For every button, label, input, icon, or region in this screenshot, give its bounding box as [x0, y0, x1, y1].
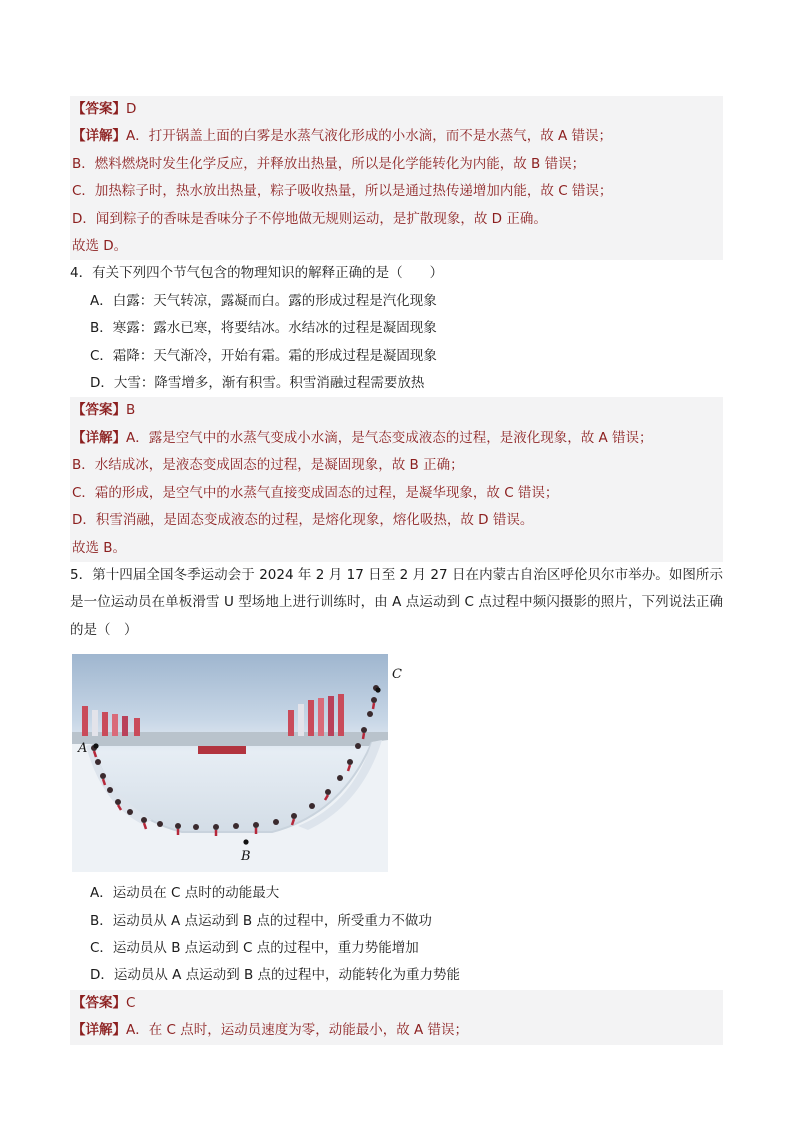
- q4-stem: 4．有关下列四个节气包含的物理知识的解释正确的是（ ）: [70, 265, 444, 282]
- q3-detail-line: [70, 123, 723, 150]
- detail-text: A．露是空气中的水蒸气变成小水滴，是气态变成液态的过程，是液化现象，故 A 错误；: [126, 429, 653, 446]
- q5-detail-line: [70, 1017, 723, 1044]
- point-a-label: A: [78, 741, 88, 757]
- q4-option-c: C．霜降：天气渐冷，开始有霜。霜的形成过程是凝固现象: [90, 347, 437, 364]
- q4-answer-line: [70, 397, 723, 424]
- q4-option-d: D．大雪：降雪增多，渐有积雪。积雪消融过程需要放热: [90, 375, 425, 392]
- q3-answer-line: [70, 96, 723, 123]
- q3-conclusion: 故选 D。: [70, 233, 723, 260]
- point-a-marker: [93, 744, 98, 749]
- point-b-marker: [243, 840, 248, 845]
- detail-tag: 【详解】: [72, 429, 126, 446]
- point-b-label: B: [241, 849, 251, 865]
- point-c-label: C: [392, 667, 402, 682]
- q4-option-b: B．寒露：露水已寒，将要结冰。水结冰的过程是凝固现象: [90, 320, 437, 337]
- q5-answer-line: [70, 990, 723, 1017]
- q5-stem: 5．第十四届全国冬季运动会于 2024 年 2 月 17 日至 2 月 27 日在内蒙古自治区呼伦贝尔市举办。如图所示是一位运动员在单板滑雪 U 型场地上进行训练时，由 A 点运动到 C 点过程中频闪摄影的照片，下列说法正确的是（ ）: [70, 566, 723, 638]
- answer-tag: 【答案】: [72, 994, 126, 1011]
- answer-tag: 【答案】: [72, 402, 126, 419]
- q3-detail-line: D．闻到粽子的香味是香味分子不停地做无规则运动，是扩散现象，故 D 正确。: [70, 206, 723, 233]
- point-c-marker: [375, 688, 380, 693]
- q3-detail-line: B．燃料燃烧时发生化学反应，并释放出热量，所以是化学能转化为内能，故 B 错误；: [70, 151, 723, 178]
- answer-value: B: [126, 402, 136, 419]
- answer-value: D: [126, 101, 137, 117]
- detail-tag: 【详解】: [72, 1022, 126, 1039]
- right-flags: [288, 694, 344, 736]
- q5-option-d: D．运动员从 A 点运动到 B 点的过程中，动能转化为重力势能: [90, 967, 461, 984]
- document-body: [70, 96, 723, 1045]
- q4-conclusion: 故选 B。: [70, 535, 723, 562]
- q4-detail-line: B．水结成冰，是液态变成固态的过程，是凝固现象，故 B 正确；: [70, 452, 723, 479]
- q5-option-c: C．运动员从 B 点运动到 C 点的过程中，重力势能增加: [90, 939, 419, 956]
- detail-tag: 【详解】: [72, 128, 126, 145]
- q3-detail-line: C．加热粽子时，热水放出热量，粽子吸收热量，所以是通过热传递增加内能，故 C 错误；: [70, 178, 723, 205]
- detail-text: A．在 C 点时，运动员速度为零，动能最小，故 A 错误；: [126, 1022, 469, 1039]
- q4-detail-line: C．霜的形成，是空气中的水蒸气直接变成固态的过程，是凝华现象，故 C 错误；: [70, 480, 723, 507]
- halfpipe-illustration: [72, 654, 388, 872]
- left-flags: [82, 706, 140, 736]
- detail-text: A．打开锅盖上面的白雾是水蒸气液化形成的小水滴，而不是水蒸气，故 A 错误；: [126, 128, 613, 145]
- q5-option-a: A．运动员在 C 点时的动能最大: [90, 885, 280, 902]
- answer-tag: 【答案】: [72, 101, 126, 117]
- q4-detail-line: [70, 425, 723, 452]
- q4-option-a: A．白露：天气转凉，露凝而白。露的形成过程是汽化现象: [90, 292, 437, 309]
- q5-option-b: B．运动员从 A 点运动到 B 点的过程中，所受重力不做功: [90, 912, 432, 929]
- halfpipe-photo: [72, 654, 388, 872]
- answer-value: C: [126, 994, 136, 1011]
- q4-detail-line: D．积雪消融，是固态变成液态的过程，是熔化现象，熔化吸热，故 D 错误。: [70, 507, 723, 534]
- finish-banner: [198, 746, 246, 754]
